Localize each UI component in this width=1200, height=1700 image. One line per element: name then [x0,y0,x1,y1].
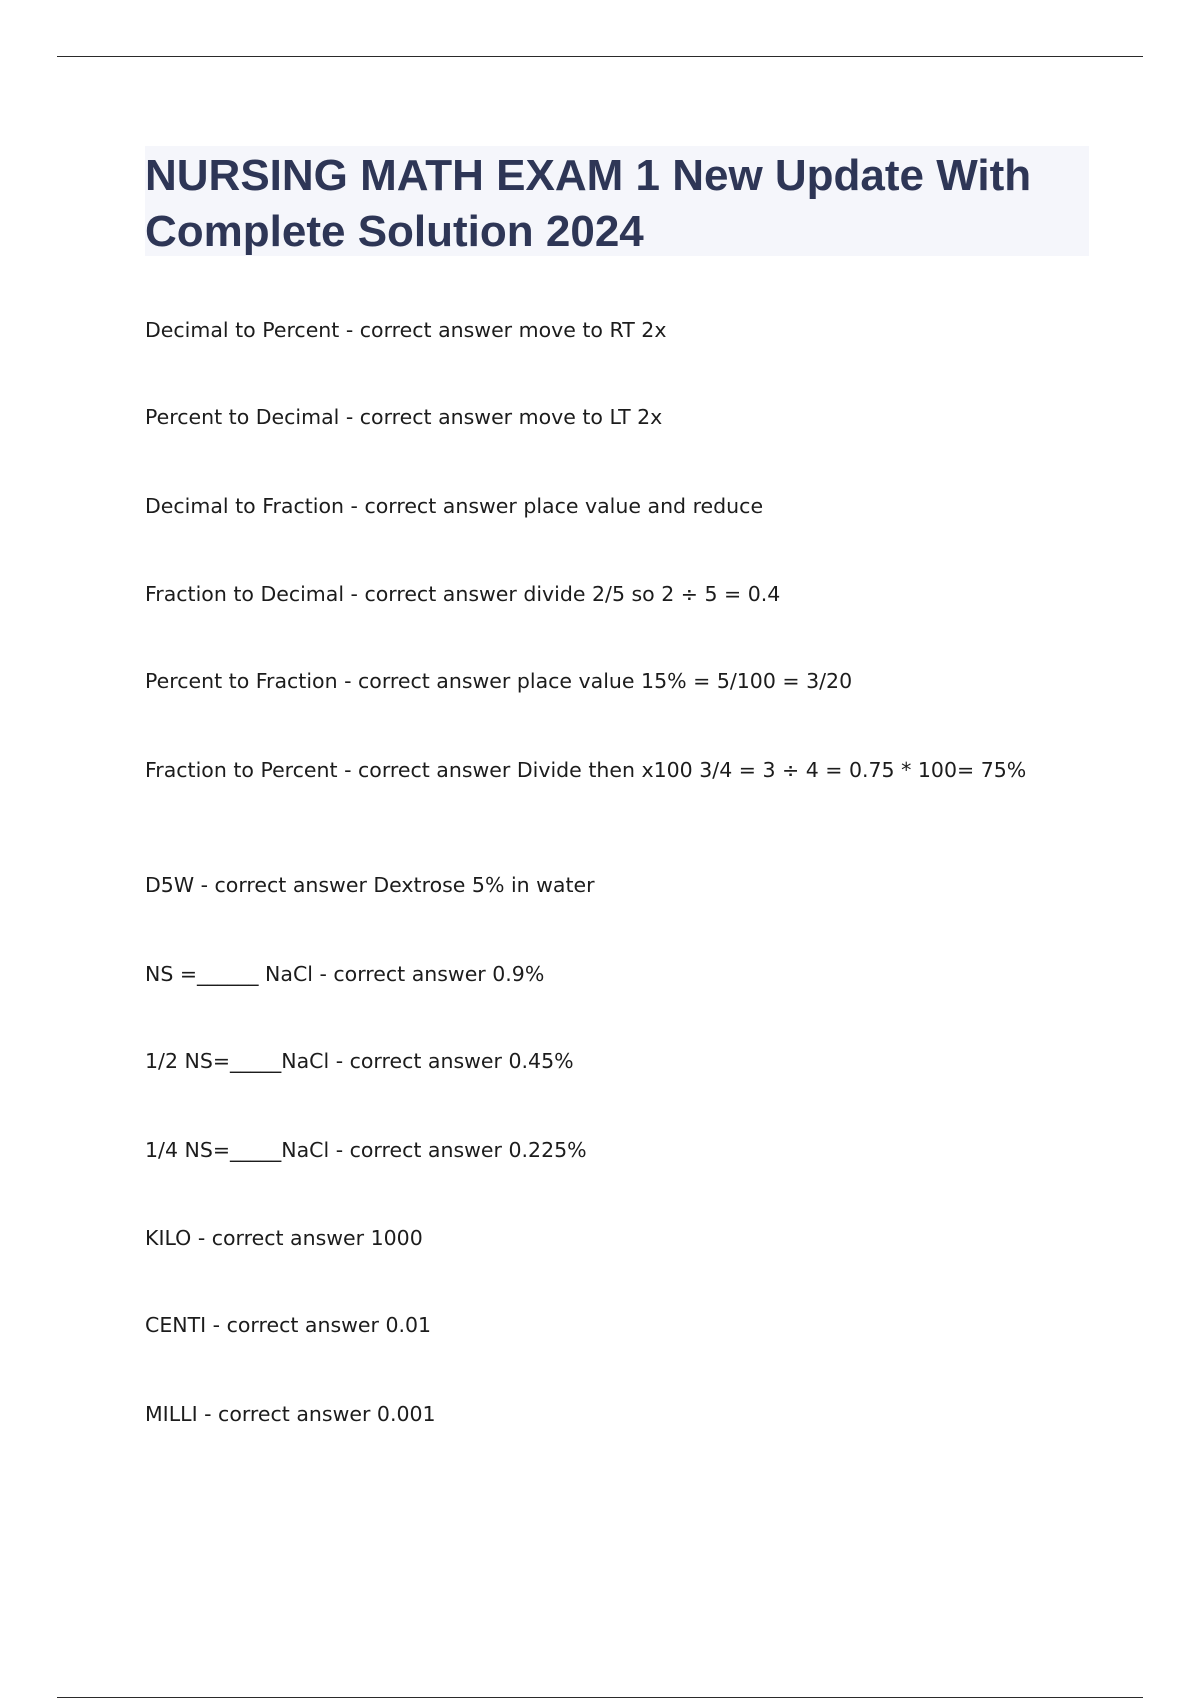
qa-item: KILO - correct answer 1000 [145,1226,423,1250]
qa-item: NS =______ NaCl - correct answer 0.9% [145,962,545,986]
qa-item: 1/2 NS=_____NaCl - correct answer 0.45% [145,1049,574,1073]
qa-item: Decimal to Fraction - correct answer place value and reduce [145,494,764,518]
qa-item: Percent to Decimal - correct answer move to LT 2x [145,405,663,429]
qa-item: Percent to Fraction - correct answer place value 15% = 5/100 = 3/20 [145,669,853,693]
qa-item: 1/4 NS=_____NaCl - correct answer 0.225% [145,1138,587,1162]
qa-item: D5W - correct answer Dextrose 5% in water [145,873,595,897]
document-title: NURSING MATH EXAM 1 New Update With Complete Solution 2024 [145,151,1032,256]
qa-item: Fraction to Decimal - correct answer divide 2/5 so 2 ÷ 5 = 0.4 [145,582,781,606]
qa-item: Fraction to Percent - correct answer Divide then x100 3/4 = 3 ÷ 4 = 0.75 * 100= 75% [145,758,1027,782]
top-rule [57,56,1143,57]
qa-item: MILLI - correct answer 0.001 [145,1402,436,1426]
qa-item: Decimal to Percent - correct answer move to RT 2x [145,318,667,342]
qa-item: CENTI - correct answer 0.01 [145,1313,432,1337]
bottom-rule [57,1697,1143,1698]
